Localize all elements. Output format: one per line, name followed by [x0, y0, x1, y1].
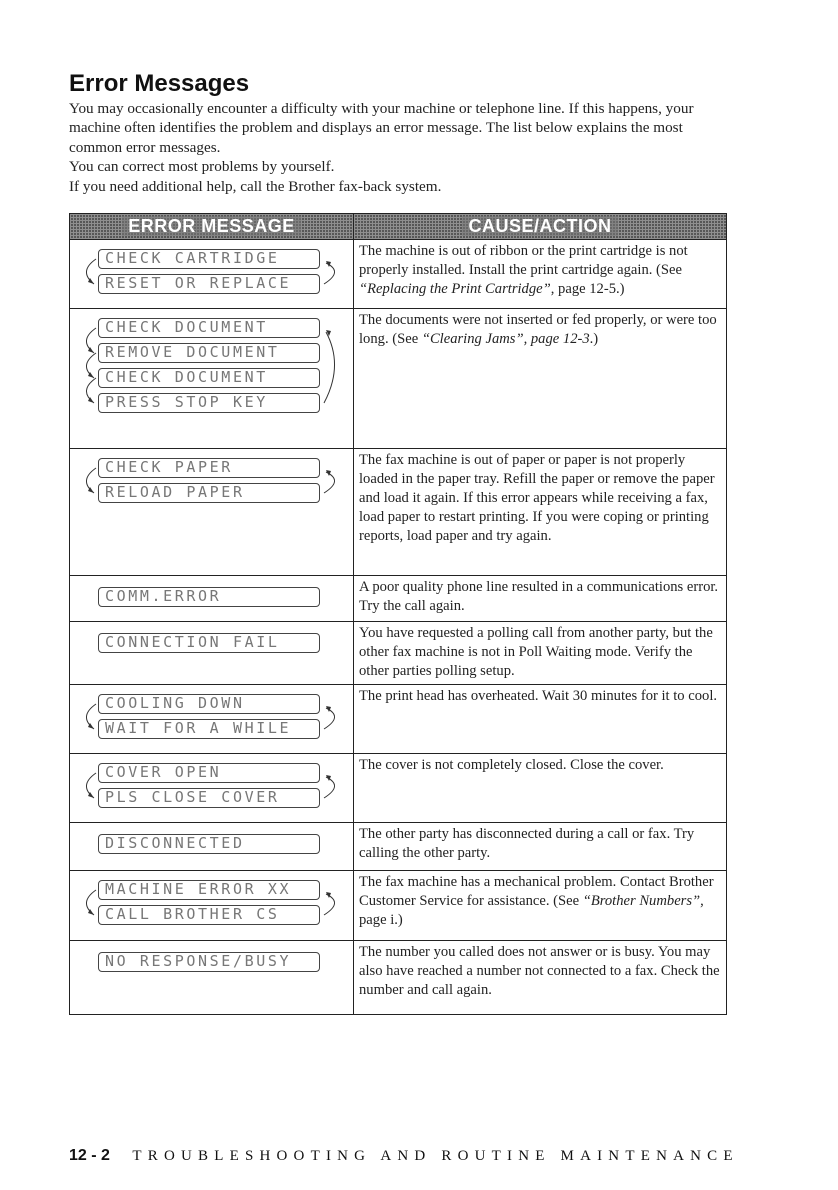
error-message-cell [70, 622, 354, 685]
lcd-display-message: CHECK DOCUMENT [98, 368, 320, 388]
cycle-arrow-left [86, 259, 96, 284]
cause-action-text [354, 576, 726, 619]
cause-action-text [354, 622, 726, 684]
arrow-head-icon [88, 347, 94, 353]
cause-text: The fax machine is out of paper or paper is not properly loaded in the paper tray. Refill the paper or remove the paper and load it again. If this error appears while receiving a fax, load paper to restart printing. If you were coping or printing reports, load paper and try again. [359, 452, 715, 544]
cause-action-text [354, 240, 726, 302]
lcd-display-message: COOLING DOWN [98, 694, 320, 714]
table-row [70, 449, 727, 576]
table-row [70, 622, 727, 685]
error-message-cell [70, 754, 354, 823]
cause-text: The cover is not completely closed. Close the cover. [359, 757, 664, 773]
cause-text: The print head has overheated. Wait 30 minutes for it to cool. [359, 688, 718, 704]
lcd-display-message: WAIT FOR A WHILE [98, 719, 320, 739]
cycle-arrow-right [324, 894, 335, 915]
lcd-display-message: COVER OPEN [98, 763, 320, 783]
cause-action-text [354, 754, 726, 778]
cause-text: You have requested a polling call from another party, but the other fax machine is not in Poll Waiting mode. Verify the other parties polling setup. [359, 625, 713, 679]
table-row [70, 240, 727, 309]
error-message-cell [70, 240, 354, 309]
cause-action-text [354, 685, 726, 709]
lcd-display-message: RESET OR REPLACE [98, 274, 320, 294]
cause-action-text [354, 871, 726, 933]
intro-text [69, 99, 739, 196]
error-message-cell [70, 576, 354, 622]
cross-reference: “Brother Numbers” [582, 893, 701, 909]
cause-action-text [354, 823, 726, 866]
cause-action-text [354, 309, 726, 352]
cycle-arrow-left [86, 378, 96, 403]
lcd-display-message: NO RESPONSE/BUSY [98, 952, 320, 972]
lcd-display-message: CONNECTION FAIL [98, 633, 320, 653]
arrow-head-icon [88, 372, 94, 378]
cause-action-cell [354, 449, 727, 576]
cause-action-cell [354, 685, 727, 754]
arrow-head-icon [326, 775, 331, 781]
intro-paragraph: You can correct most problems by yourself. [69, 158, 335, 176]
arrow-head-icon [88, 909, 94, 915]
lcd-display-message: CHECK DOCUMENT [98, 318, 320, 338]
page-footer [69, 1147, 739, 1165]
page-title: Error Messages [69, 70, 250, 97]
error-message-cell [70, 871, 354, 941]
intro-paragraph: You may occasionally encounter a difficulty with your machine or telephone line. If this happens, your machine often identifies the problem and displays an error message. The list below explains the most common error messages. [69, 100, 694, 156]
cross-reference: “Clearing Jams”, page 12-3 [421, 331, 590, 347]
cause-action-text [354, 449, 726, 549]
arrow-head-icon [326, 470, 331, 476]
cause-text-tail: , page 12-5.) [550, 281, 625, 297]
cycle-arrow-right [324, 708, 335, 729]
arrow-head-icon [88, 397, 94, 403]
cycle-arrow-left [86, 328, 96, 353]
page-number: 12 - 2 [69, 1147, 110, 1164]
lcd-display-message: MACHINE ERROR XX [98, 880, 320, 900]
arrow-head-icon [326, 892, 331, 898]
lcd-display-message: CHECK PAPER [98, 458, 320, 478]
cause-text: The other party has disconnected during a call or fax. Try calling the other party. [359, 826, 695, 861]
arrow-head-icon [88, 487, 94, 493]
cycle-arrow-right [324, 263, 335, 284]
arrow-head-icon [326, 330, 331, 336]
table-row [70, 823, 727, 871]
section-title: TROUBLESHOOTING AND ROUTINE MAINTENANCE [132, 1148, 739, 1164]
table-row [70, 941, 727, 1015]
cause-action-cell [354, 576, 727, 622]
cause-action-cell [354, 941, 727, 1015]
lcd-display-message: PRESS STOP KEY [98, 393, 320, 413]
cause-text-tail: , page i.) [359, 893, 704, 928]
cause-action-cell [354, 309, 727, 449]
cause-text: The documents were not inserted or fed properly, or were too long. (See [359, 312, 717, 347]
table-row [70, 685, 727, 754]
arrow-head-icon [88, 723, 94, 729]
cycle-arrow-left [86, 353, 96, 378]
header-error-message: ERROR MESSAGE [70, 214, 354, 240]
cycle-arrow-right [324, 472, 335, 493]
cycle-arrow-left [86, 890, 96, 915]
table-row [70, 754, 727, 823]
cause-text: The machine is out of ribbon or the print cartridge is not properly installed. Install the print cartridge again. (See [359, 243, 688, 278]
error-table [69, 213, 727, 1015]
arrow-head-icon [88, 278, 94, 284]
arrow-head-icon [326, 261, 331, 267]
lcd-display-message: DISCONNECTED [98, 834, 320, 854]
error-message-cell [70, 309, 354, 449]
cause-text-tail: .) [589, 331, 599, 347]
cycle-arrow-right [324, 777, 335, 798]
lcd-display-message: PLS CLOSE COVER [98, 788, 320, 808]
cause-action-cell [354, 622, 727, 685]
arrow-head-icon [326, 706, 331, 712]
lcd-display-message: CALL BROTHER CS [98, 905, 320, 925]
cause-action-cell [354, 823, 727, 871]
error-message-cell [70, 823, 354, 871]
cycle-arrow-left [86, 704, 96, 729]
lcd-display-message: RELOAD PAPER [98, 483, 320, 503]
cause-text: A poor quality phone line resulted in a communications error. Try the call again. [359, 579, 719, 614]
lcd-display-message: CHECK CARTRIDGE [98, 249, 320, 269]
cause-action-text [354, 941, 726, 1003]
table-row [70, 576, 727, 622]
table-header-row [70, 214, 727, 240]
lcd-display-message: REMOVE DOCUMENT [98, 343, 320, 363]
error-message-cell [70, 941, 354, 1015]
error-message-cell [70, 449, 354, 576]
lcd-display-message: COMM.ERROR [98, 587, 320, 607]
cause-action-cell [354, 754, 727, 823]
cycle-arrow-left [86, 773, 96, 798]
cause-action-cell [354, 871, 727, 941]
error-message-cell [70, 685, 354, 754]
table-row [70, 871, 727, 941]
arrow-head-icon [88, 792, 94, 798]
cross-reference: “Replacing the Print Cartridge” [359, 281, 551, 297]
cause-action-cell [354, 240, 727, 309]
intro-paragraph: If you need additional help, call the Brother fax-back system. [69, 177, 442, 195]
cause-text: The number you called does not answer or is busy. You may also have reached a number not connected to a fax. Check the number and call again. [359, 944, 720, 998]
cycle-arrow-right [324, 332, 335, 403]
cycle-arrow-left [86, 468, 96, 493]
table-row [70, 309, 727, 449]
header-cause-action: CAUSE/ACTION [354, 214, 727, 240]
cause-text: The fax machine has a mechanical problem. Contact Brother Customer Service for assistance. (See [359, 874, 714, 909]
